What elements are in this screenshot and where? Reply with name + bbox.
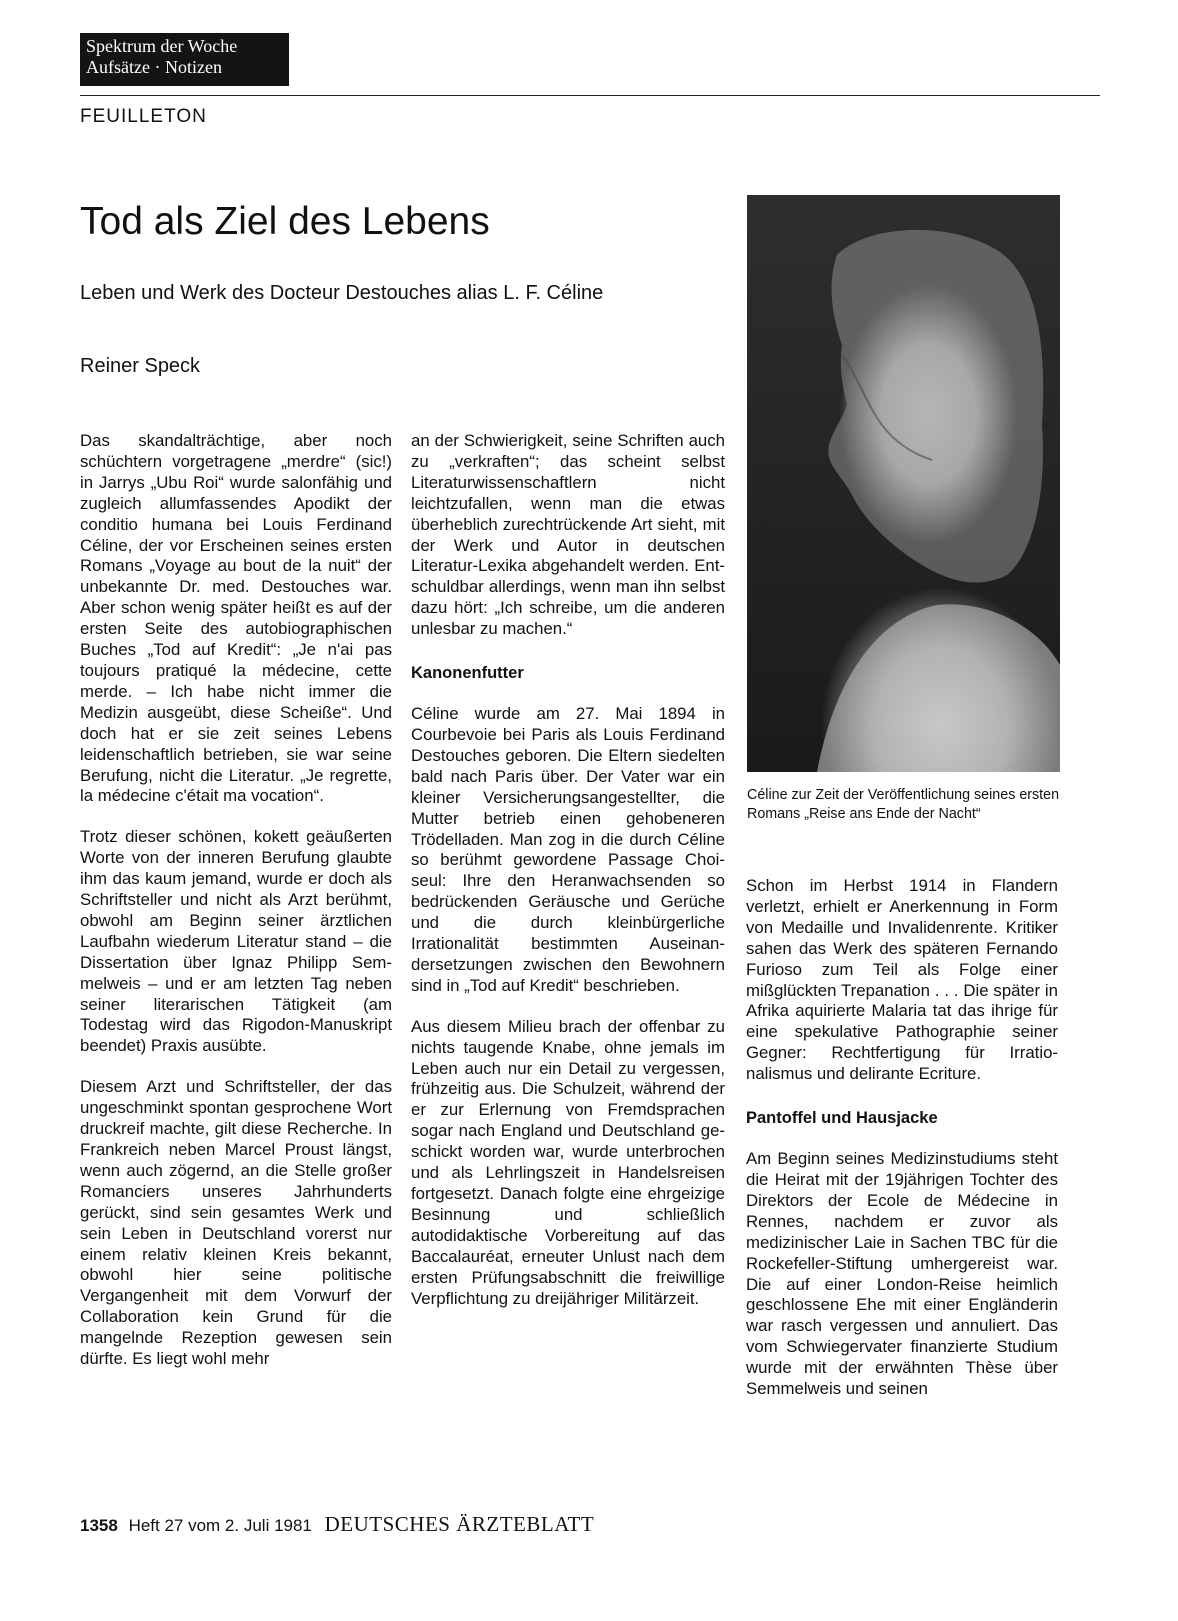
section-label: FEUILLETON: [80, 106, 207, 127]
paragraph: Das skandalträchtige, aber noch schüchtern vorgetragene „merdre“ (sic!) in Jarrys „Ubu Roi“ wurde salonfähig und zugleich allumfassendes Apodikt der conditio humana bei Louis Ferdinand Céline, der vor Erscheinen seines ersten Romans „Voyage au bout de la nuit“ der unbekannte Dr. med. Destouches war. Aber schon wenig später heißt es auf der ersten Seite des autobiographischen Buches „Tod auf Kredit“: „Je n'ai pas toujours pratiqué la médecine, cette merde. – Ich habe nicht immer die Medizin ausgeübt, diese Scheiße“. Und doch hat er sie zeit seines Lebens leidenschaftlich betrieben, sie war seine Berufung, nicht die Literatur. „Je regrette, la médecine c'était ma vocation“.: [80, 431, 392, 806]
article-title: Tod als Ziel des Lebens: [80, 200, 490, 243]
paragraph: Aus diesem Milieu brach der offenbar zu nichts taugende Knabe, ohne jemals im Leben auch nur ein Detail zu vergessen, frühzeitig aus. Die Schulzeit, während der er zur Erlernung von Fremdsprachen sogar nach England und Deutschland geschickt worden war, wurde unterbrochen und als Lehrlingszeit in Handelsreisen fortgesetzt. Danach folgte eine ehrgeizige Besinnung und schließlich autodidaktische Vorbereitung auf das Baccalauréat, erneuter Unlust nach dem ersten Prüfungsabschnitt die freiwillige Verpflichtung zu dreijähriger Militärzeit.: [411, 1016, 725, 1308]
journal-name: DEUTSCHES ÄRZTEBLATT: [324, 1512, 595, 1536]
text-column-1: [80, 431, 392, 1390]
portrait-silhouette: [747, 195, 1060, 772]
article-subtitle: Leben und Werk des Docteur Destouches alias L. F. Céline: [80, 282, 604, 304]
header-rule: [80, 95, 1100, 96]
issue-info: Heft 27 vom 2. Juli 1981: [128, 1516, 312, 1535]
section-heading: Pantoffel und Hausjacke: [746, 1109, 938, 1128]
paragraph: Trotz dieser schönen, kokett geäußerten Worte von der inneren Berufung glaubte ihm das kaum jemand, wurde er doch als Schriftsteller und nicht als Arzt berühmt, obwohl am Beginn seiner ärztlichen Laufbahn wiederum Literatur stand – die Dissertation über Ignaz Philipp Semmelweis – und er am letzten Tag neben seiner literarischen Tätigkeit (am Todestag wird das Rigodon-Manuskript beendet) Praxis ausübte.: [80, 827, 392, 1056]
text-column-2: [411, 431, 725, 1329]
page-footer: [80, 1512, 594, 1537]
rubric-line-2: Aufsätze · Notizen: [86, 57, 222, 77]
paragraph: Diesem Arzt und Schriftsteller, der das ungeschminkt spontan gesprochene Wort druckreif machte, gilt diese Recherche. In Frankreich neben Marcel Proust längst, wenn auch zögernd, an die Stelle großer Romanciers unseres Jahrhunderts gerückt, sind sein gesamtes Werk und sein Leben in Deutschland vorerst nur einem relativ kleinen Kreis bekannt, obwohl hier seine politische Vergangenheit mit dem Vorwurf der Collaboration kein Grund für die mangelnde Rezeption gewesen sein dürfte. Es liegt wohl mehr: [80, 1077, 392, 1369]
author-portrait-photo: [747, 195, 1060, 772]
page-number: 1358: [80, 1516, 118, 1535]
photo-caption: Céline zur Zeit der Veröffentlichung seines ersten Romans „Reise ans Ende der Nacht“: [747, 787, 1060, 822]
paragraph: Schon im Herbst 1914 in Flandern verletzt, erhielt er Anerkennung in Form von Medaille und Invalidenrente. Kritiker sahen das Werk des späteren Fernando Furioso zum Teil als Folge einer mißglückten Trepanation . . . Die später in Afrika aquirierte Malaria tat das ihrige für eine spekulative Pathographie seiner Gegner: Rechtfertigung für Irrationalismus und delirante Ecriture.: [746, 876, 1058, 1084]
article-author: Reiner Speck: [80, 355, 201, 377]
section-heading: Kanonenfutter: [411, 664, 524, 683]
paragraph: Am Beginn seines Medizinstudiums steht die Heirat mit der 19jährigen Tochter des Direktors der Ecole de Médecine in Rennes, nachdem er zuvor als medizinischer Laie in Sachen TBC für die Rockefeller-Stiftung umhergereist war. Die auf einer London-Reise heimlich geschlossene Ehe mit einer Engländerin war rasch vergessen und annuliert. Das vom Schwiegervater finanzierte Studium wurde mit der erwähnten Thèse über Semmelweis und seinen: [746, 1149, 1058, 1399]
rubric-box: [80, 33, 289, 86]
text-column-3: [746, 876, 1058, 1420]
paragraph: Céline wurde am 27. Mai 1894 in Courbevoie bei Paris als Louis Ferdinand Destouches geboren. Die Eltern siedelten bald nach Paris über. Der Vater war ein kleiner Versicherungsangestellter, die Mutter betrieb einen gehobeneren Trödelladen. Man zog in die durch Céline so berühmt gewordene Passage Choiseul: Ihre den Heranwachsenden so bedrückenden Geräusche und Gerüche und die durch kleinbürgerliche Irrationalität bestimmten Auseinandersetzungen zwischen den Bewohnern sind in „Tod auf Kredit“ beschrieben.: [411, 704, 725, 995]
rubric-line-1: Spektrum der Woche: [86, 36, 238, 56]
paragraph: an der Schwierigkeit, seine Schriften auch zu „verkraften“; das scheint selbst Literaturwissenschaftlern nicht leichtzufallen, wenn man die etwas überheblich zurechtrückende Art sieht, mit der Werk und Autor in deutschen Literatur-Lexika abgehandelt werden. Entschuldbar allerdings, wenn man ihn selbst dazu hört: „Ich schreibe, um die anderen unlesbar zu machen.“: [411, 431, 725, 639]
